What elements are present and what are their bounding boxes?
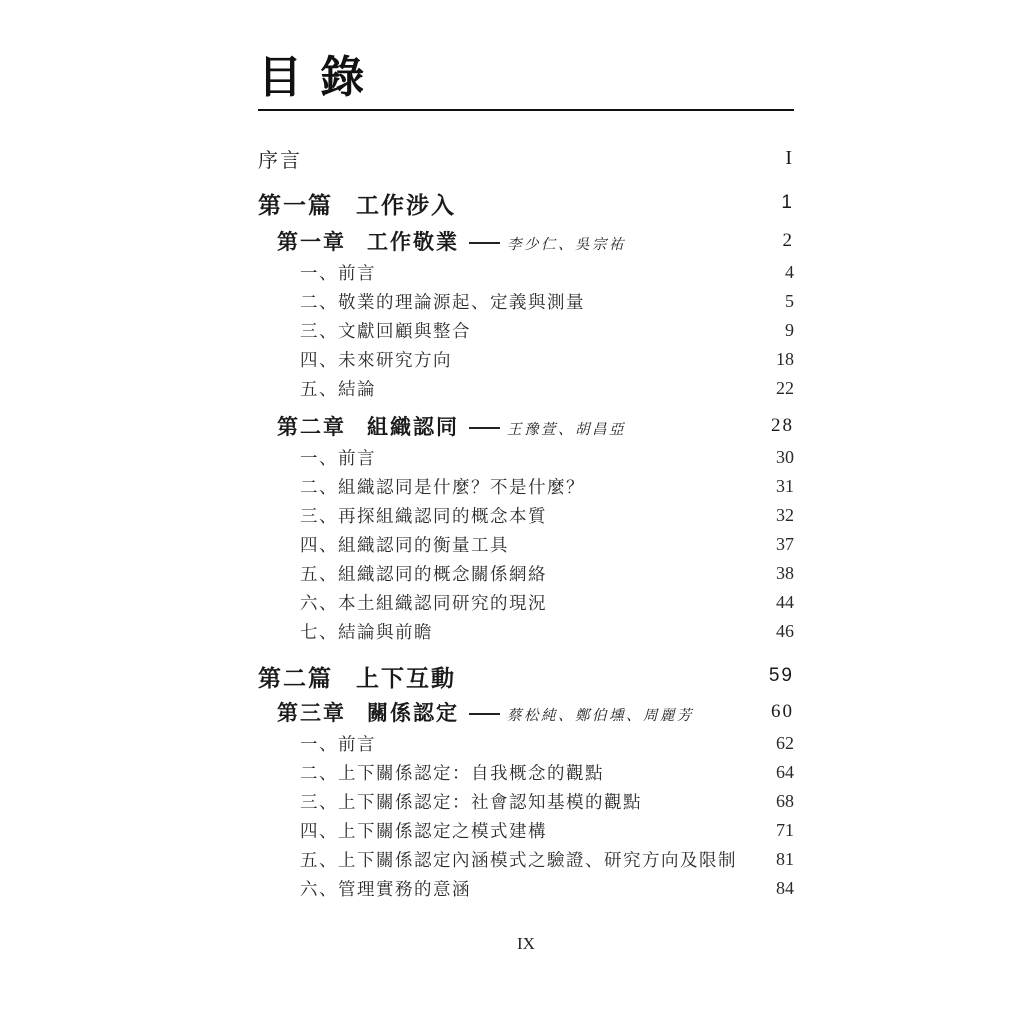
toc-section-row [258,617,794,646]
chapter-heading [277,697,694,727]
section-label: 四、未來研究方向 [300,350,452,371]
toc-section-row [258,758,794,787]
section-page: 71 [776,820,794,841]
chapter-number: 第一章 [277,231,346,255]
toc-section-row [258,845,794,874]
section-page: 30 [776,447,794,468]
toc-section-row [258,472,794,501]
chapter-authors: 王豫萱、胡昌亞 [507,422,626,439]
chapter-heading [277,226,626,256]
toc-section-row [258,374,794,403]
section-label: 四、上下關係認定之模式建構 [300,821,547,842]
part-title: 工作涉入 [356,191,456,218]
part-page: 59 [768,665,794,687]
toc-section-row [258,729,794,758]
toc-section-row [258,345,794,374]
toc-preface-row [258,143,794,173]
section-label: 六、本土組織認同研究的現況 [300,593,547,614]
page-footer-number: IX [517,934,535,953]
section-label: 六、管理實務的意涵 [300,879,471,900]
part-number: 第二篇 [258,664,333,691]
toc-section-row [258,787,794,816]
toc-section-row [258,287,794,316]
toc-chapter-row [258,695,794,729]
section-label: 二、上下關係認定：自我概念的觀點 [300,763,604,784]
part-page: 1 [781,192,794,214]
part-heading [258,187,456,220]
preface-label: 序言 [258,149,302,172]
toc-chapter-row [258,224,794,258]
section-label: 七、結論與前瞻 [300,622,433,643]
chapter-title: 關係認定 [367,702,459,726]
section-page: 22 [776,378,794,399]
section-page: 37 [776,534,794,555]
section-label: 一、前言 [300,448,376,469]
preface-page: I [785,146,794,169]
section-page: 68 [776,791,794,812]
part-number: 第一篇 [258,191,333,218]
section-label: 一、前言 [300,734,376,755]
authors-dash [469,427,500,429]
section-label: 一、前言 [300,263,376,284]
toc-content [258,0,794,903]
section-page: 44 [776,592,794,613]
section-label: 三、再探組織認同的概念本質 [300,506,547,527]
toc-section-row [258,501,794,530]
section-label: 五、結論 [300,379,376,400]
toc-part-row [258,184,794,222]
chapter-page: 60 [771,701,794,723]
section-page: 64 [776,762,794,783]
section-page: 81 [776,849,794,870]
section-page: 62 [776,733,794,754]
page-title: 目 錄 [258,54,794,111]
chapter-title: 組織認同 [367,416,459,440]
authors-dash [469,242,500,244]
toc-chapter-row [258,409,794,443]
section-label: 二、組織認同是什麼？不是什麼？ [300,477,585,498]
section-page: 4 [785,262,794,283]
section-label: 五、上下關係認定內涵模式之驗證、研究方向及限制 [300,850,737,871]
section-page: 38 [776,563,794,584]
toc-section-row [258,588,794,617]
toc-section-row [258,530,794,559]
toc-section-row [258,816,794,845]
toc-part-row [258,657,794,695]
toc-section-row [258,559,794,588]
toc-section-row [258,443,794,472]
chapter-page: 28 [771,415,794,437]
chapter-number: 第二章 [277,416,346,440]
section-page: 9 [785,320,794,341]
section-label: 三、文獻回顧與整合 [300,321,471,342]
chapter-authors: 蔡松純、鄭伯壎、周麗芳 [507,708,694,725]
section-page: 84 [776,878,794,899]
section-page: 46 [776,621,794,642]
section-label: 五、組織認同的概念關係網絡 [300,564,547,585]
toc-section-row [258,874,794,903]
chapter-authors: 李少仁、吳宗祐 [507,237,626,254]
chapter-number: 第三章 [277,702,346,726]
authors-dash [469,713,500,715]
section-page: 32 [776,505,794,526]
section-label: 二、敬業的理論源起、定義與測量 [300,292,585,313]
toc-section-row [258,258,794,287]
section-page: 31 [776,476,794,497]
section-label: 三、上下關係認定：社會認知基模的觀點 [300,792,642,813]
chapter-title: 工作敬業 [367,231,459,255]
section-page: 18 [776,349,794,370]
toc-section-row [258,316,794,345]
part-heading [258,660,456,693]
chapter-heading [277,411,626,441]
section-label: 四、組織認同的衡量工具 [300,535,509,556]
chapter-page: 2 [782,230,794,252]
part-title: 上下互動 [356,664,456,691]
section-page: 5 [785,291,794,312]
